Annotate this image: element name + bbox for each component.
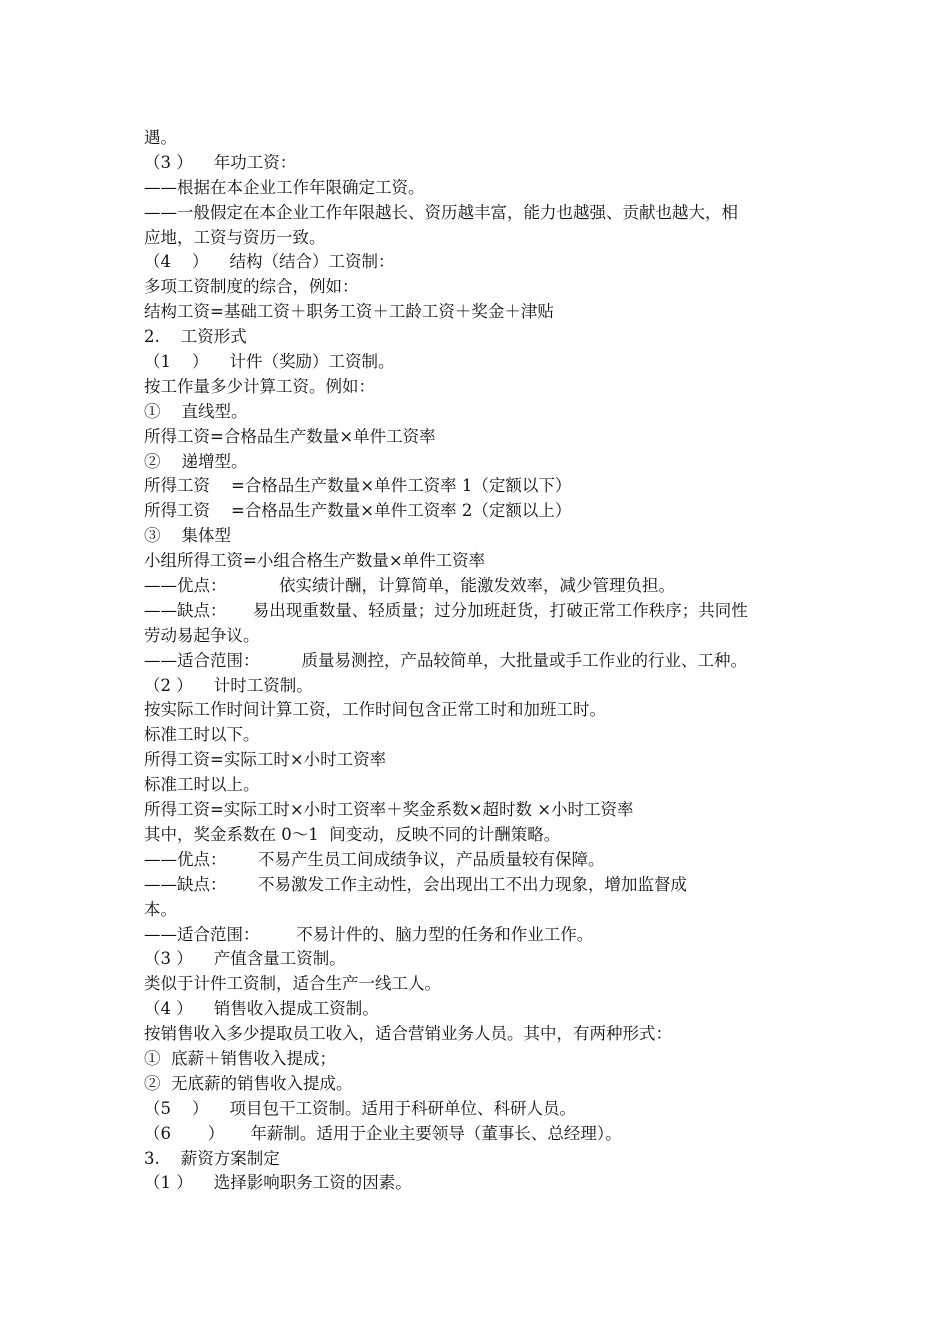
section-heading: （6 ） 年薪制。适用于企业主要领导（董事长、总经理）。 [144,1123,622,1143]
text-line: 按工作量多少计算工资。例如： [144,376,375,396]
text-line: ——优点： 不易产生员工间成绩争议，产品质量较有保障。 [144,849,605,869]
text-line: 应地，工资与资历一致。 [144,227,326,247]
chapter-heading: 2. 工资形式 [144,327,247,347]
text-line: ——适合范围： 质量易测控，产品较简单，大批量或手工作业的行业、工种。 [144,650,747,670]
formula-line: 结构工资=基础工资＋职务工资＋工龄工资＋奖金＋津贴 [144,302,554,322]
section-heading: （1 ） 选择影响职务工资的因素。 [144,1173,412,1193]
section-heading: （4 ） 结构（结合）工资制： [144,252,395,272]
text-line: 类似于计件工资制，适合生产一线工人。 [144,974,441,994]
text-line: 按实际工作时间计算工资，工作时间包含正常工时和加班工时。 [144,700,606,720]
text-line: ——一般假定在本企业工作年限越长、资历越丰富，能力也越强、贡献也越大，相 [144,202,738,222]
formula-line: 所得工资=实际工时×小时工资率＋奖金系数×超时数 ×小时工资率 [144,800,634,820]
section-heading: （2 ） 计时工资制。 [144,675,313,695]
section-heading: （4 ） 销售收入提成工资制。 [144,999,379,1019]
text-line: 其中，奖金系数在 0～1 间变动，反映不同的计酬策略。 [144,824,561,844]
text-line: ——缺点： 不易激发工作主动性，会出现出工不出力现象，增加监督成 [144,874,687,894]
formula-line: 所得工资=实际工时×小时工资率 [144,750,387,770]
text-line: 本。 [144,899,177,919]
formula-line: 所得工资 =合格品生产数量×单件工资率 1（定额以下） [144,476,572,496]
text-line: ——适合范围： 不易计件的、脑力型的任务和作业工作。 [144,924,594,944]
section-heading: （1 ） 计件（奖励）工资制。 [144,352,395,372]
list-item: ③ 集体型 [144,526,231,546]
list-item: ② 递增型。 [144,451,248,471]
text-line: 标准工时以下。 [144,725,260,745]
text-line: 按销售收入多少提取员工收入，适合营销业务人员。其中，有两种形式： [144,1024,672,1044]
formula-line: 所得工资=合格品生产数量×单件工资率 [144,426,436,446]
formula-line: 小组所得工资=小组合格生产数量×单件工资率 [144,551,486,571]
text-line: 多项工资制度的综合，例如： [144,277,359,297]
text-line: 劳动易起争议。 [144,625,260,645]
list-item: ② 无底薪的销售收入提成。 [144,1073,353,1093]
formula-line: 所得工资 =合格品生产数量×单件工资率 2（定额以上） [144,501,572,521]
text-line: ——优点： 依实绩计酬，计算简单，能激发效率，减少管理负担。 [144,576,675,596]
text-line: 遇。 [144,128,177,147]
section-heading: （5 ） 项目包干工资制。适用于科研单位、科研人员。 [144,1098,576,1118]
chapter-heading: 3. 薪资方案制定 [144,1148,280,1168]
list-item: ① 底薪＋销售收入提成； [144,1048,336,1068]
document-body [144,126,844,1196]
text-line: ——根据在本企业工作年限确定工资。 [144,177,425,197]
section-heading: （3 ） 产值含量工资制。 [144,949,346,969]
section-heading: （3 ） 年功工资： [144,152,297,172]
text-line: ——缺点： 易出现重数量、轻质量；过分加班赶货，打破正常工作秩序；共同性 [144,600,748,620]
list-item: ① 直线型。 [144,401,248,421]
text-line: 标准工时以上。 [144,775,260,795]
